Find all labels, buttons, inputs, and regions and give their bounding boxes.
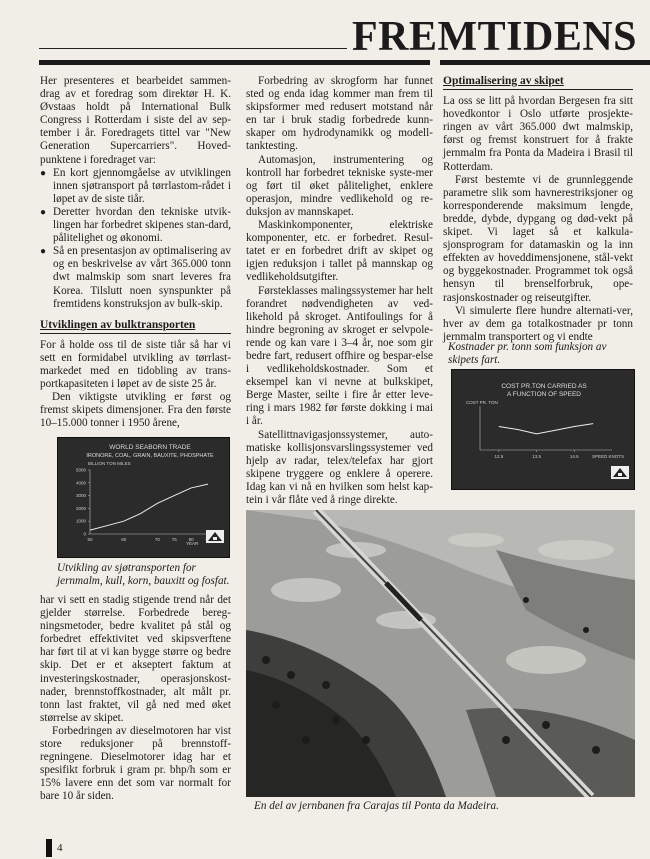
chart1-y-tick-label: 5000	[75, 467, 86, 473]
chart2-series-line	[499, 424, 593, 434]
section-heading-bulk: Utviklingen av bulktransporten	[40, 318, 196, 331]
page-number: 4	[57, 842, 63, 854]
bullet-item: ● Deretter hvordan den tekniske utvik-lingen har forbedret skipenes stan-dard, pålitelighet og økonomi.	[40, 206, 231, 245]
bullet-list	[40, 167, 231, 311]
chart1-x-tick-label: 75	[171, 537, 177, 542]
company-logo-icon	[206, 530, 224, 543]
chart1-x-tick-label: 50	[87, 537, 93, 542]
chart1-x-tick-label: 70	[154, 537, 160, 542]
paragraph: Forbedringen av dieselmotoren har vist store reduksjoner på brennstoff-regningene. Dieselmotorer idag har et spesifikt forbruk i gram pr. bhp/h som er 15% lavere enn det som var normalt for bare 10 år siden.	[40, 724, 231, 803]
world-trade-chart-svg	[58, 438, 229, 557]
paragraph: Vi simulerte flere hundre alternati-ver, hver av dem ga totalkostnader pr tonn jernmalm transportert og vi endte	[443, 304, 633, 343]
chart2-y-label: COST PR. TON	[466, 400, 498, 405]
chart1-x-tick-label: 80	[188, 537, 194, 542]
masthead-title: FREMTIDENS	[352, 14, 638, 60]
section-heading-optimization: Optimalisering av skipet	[443, 75, 564, 87]
column-2	[246, 75, 433, 507]
cost-speed-chart-svg	[452, 370, 634, 489]
paragraph: Forbedring av skrogform har funnet sted og enda idag kommer man frem til skipsformer med redusert motstand når en tar i bruk stadig forbedrede kunn-skaper om hydrodynamikk og modell-tanktesting.	[246, 75, 433, 153]
paragraph: har vi sett en stadig stigende trend når det gjelder størrelse. Forbedrede bereg-ningsmetoder, bedre kvalitet på stål og forbedret effektivitet ved skipsverftene har ført til at vi kan bygge større og bedre skip. Det er et akseptert faktum at investeringskostnader, operasjonskost-nader, brennstoffkostnader, alt målt pr. tonn last fraktet, vil gå ned med øket størrelse av skipet.	[40, 594, 231, 724]
railway-photo-illustration	[246, 510, 635, 797]
chart2-x-tick-label: 14.5	[569, 454, 579, 459]
chart2-title-line2: A FUNCTION OF SPEED	[506, 391, 582, 398]
chart2-x-tick-label: 12.5	[494, 454, 504, 459]
chart2-x-tick-label: 13.5	[532, 454, 541, 459]
paragraph: For å holde oss til de siste tiår så har vi sett en formidabel utvikling av tørrlast-markedet med en tidobling av trans-portkapasiteten i løpet av de siste 25 år.	[40, 338, 231, 391]
paragraph: Først bestemte vi de grunnleggende parametre slik som havnerestriksjoner og korresponderende maksimum lengde, bredde, dybde, dypgang og død-vekt på skipet. Vi laget så et kalkula-sjonsprogram for datamaskin og la inn effekten av hoveddimensjonene, stål-vekt og byggekostnader. Programmet tok også hensyn til brenselforbruk, ope-rasjonskostnader og reiseutgifter.	[443, 173, 633, 304]
paragraph: Maskinkomponenter, elektriske komponenter, etc. er forbedret. Resul-tatet er en forbedret drift av skipet og igjen reduksjon i tallet på mannskap og vedlikeholdsutgifter.	[246, 219, 433, 284]
paragraph: La oss se litt på hvordan Bergesen fra sitt hovedkontor i Oslo utførte prosjekte-ringen av vårt 365.000 dwt malmskip, først og fremst konstruert for å frakte jernmalm fra Ponta da Madeira i Brasil til Rotterdam.	[443, 95, 633, 173]
masthead-rule	[39, 48, 347, 49]
header-band-left	[39, 60, 430, 65]
chart1-title-line2: IRONORE, COAL, GRAIN, BAUXITE, PHOSPHATE	[86, 453, 214, 459]
heading-rule	[40, 333, 231, 334]
column-1-continued	[40, 594, 231, 804]
company-logo-icon	[611, 466, 629, 479]
chart1-x-label: YEAR	[186, 541, 199, 546]
bullet-item: ● En kort gjennomgåelse av utviklingen innen sjøtransport på tørrlastom-rådet i løpet av de siste tiår.	[40, 167, 231, 206]
heading-rule	[443, 89, 633, 90]
chart1-y-tick-label: 4000	[75, 480, 86, 486]
chart2-caption: Kostnader pr. tonn som funksjon av skipets fart.	[448, 341, 607, 366]
header-band-right	[440, 60, 650, 65]
chart1-y-tick-label: 1000	[75, 518, 86, 524]
paragraph: Den viktigste utvikling er først og fremst skipets dimensjoner. Fra den første 10–15.000 tonner i 1950 årene,	[40, 391, 231, 430]
chart2-title-line1: COST PR.TON CARRIED AS	[501, 383, 587, 390]
aerial-railway-photo	[246, 510, 635, 797]
chart1-y-tick-label: 0	[83, 531, 86, 537]
chart1-y-tick-label: 2000	[75, 505, 86, 511]
column-1	[40, 75, 231, 430]
photo-caption: En del av jernbanen fra Carajas til Ponta da Madeira.	[254, 800, 499, 812]
paragraph: Førsteklasses malingssystemer har helt forandret nødvendigheten av ved-likehold på skroget. Antifoulings for å hindre begroning av skroget er selvpole-rende og kan vare i 3–4 år, noe som gir bedre fart, redusert offhire og bespar-else i vedlikeholdskostnader. Som et eksempel kan vi nevne at bulkskipet, Berge Master, seilte i fire år etter leve-ring i mars 1982 før første dokking i mai i år.	[246, 284, 433, 428]
chart1-unit-label: BILLION TON MILES	[88, 461, 131, 466]
column-3	[443, 75, 633, 344]
chart1-series-line	[90, 484, 208, 530]
cost-speed-chart	[451, 369, 635, 490]
chart1-x-tick-label: 60	[121, 537, 127, 542]
intro-paragraph: Her presenteres et bearbeidet sammen-drag av et foredrag som direktør H. K. Øvstaas holdt på International Bulk Congress i Rotterdam i siste del av sep-tember i år. Foredragets tittel var "New Generation Supercarriers". Hoved-punktene i foredraget var:	[40, 75, 231, 166]
page-marker-bar	[46, 839, 52, 857]
bullet-item: ● Så en presentasjon av optimalisering av og en beskrivelse av vårt 365.000 tonn dwt malmskip som snart leveres fra Korea. Tilslutt noen synspunkter på fremtidens konstruksjon av bulk-skip.	[40, 245, 231, 310]
chart1-y-tick-label: 3000	[75, 493, 86, 499]
paragraph: Automasjon, instrumentering og kontroll har forbedret tekniske syste-mer og ført til øket pålitelighet, enklere operasjon, mindre vedlikehold og re-duksjon av mannskapet.	[246, 153, 433, 218]
chart1-caption: Utvikling av sjøtransporten for jernmalm, kull, korn, bauxitt og fosfat.	[57, 562, 230, 587]
paragraph: Satellittnavigasjonssystemer, auto-matiske kollisjonsvarslingssystemer ved hjelp av radar, telex/telefax har gjort skipene tryggere og enklere å operere. Idag kan vi nå en hvilken som helst kap-tein i vår flåte ved å ringe direkte.	[246, 428, 433, 506]
chart1-title-line1: WORLD SEABORN TRADE	[109, 444, 191, 451]
world-trade-chart	[57, 437, 230, 558]
chart2-x-label: SPEED KNOTS	[592, 454, 625, 459]
